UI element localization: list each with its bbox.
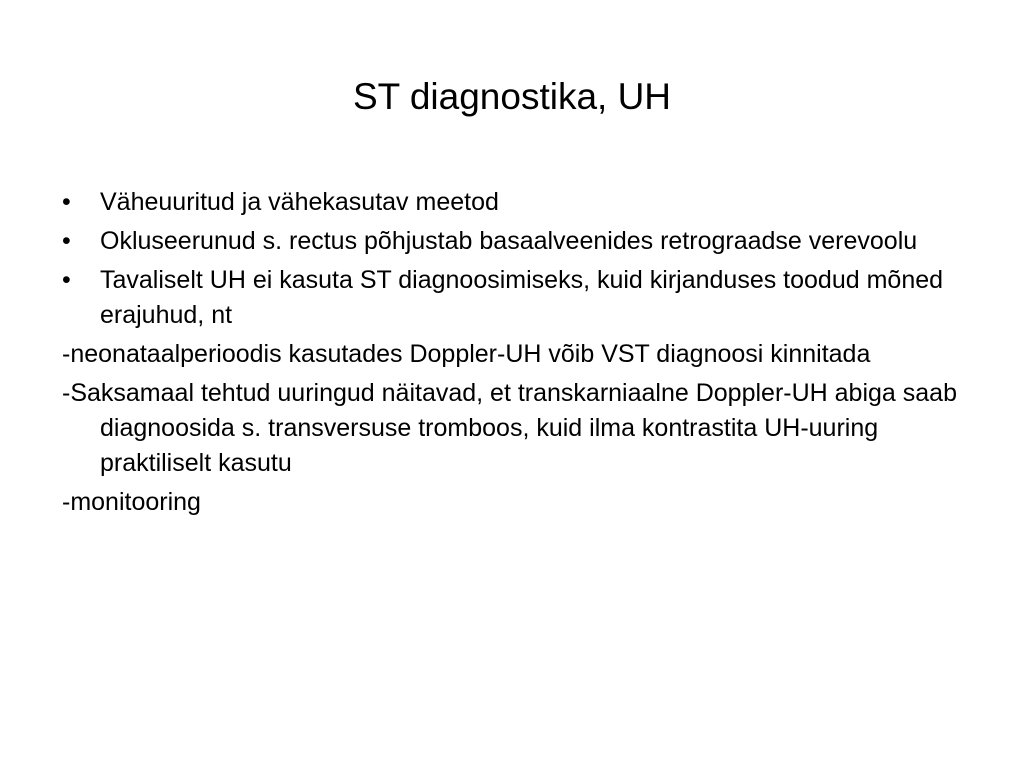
bullet-icon: • [62, 188, 71, 216]
slide-content [62, 185, 962, 524]
bullet-text: Tavaliselt UH ei kasuta ST diagnoosimiseks, kuid kirjanduses toodud mõned erajuhud, nt [100, 266, 944, 329]
bullet-item [62, 224, 962, 259]
bullet-icon: • [62, 266, 71, 294]
bullet-item [62, 185, 962, 220]
bullet-text: Okluseerunud s. rectus põhjustab basaalveenides retrograadse verevoolu [100, 227, 918, 255]
bullet-text: Väheuuritud ja vähekasutav meetod [100, 188, 499, 216]
dash-item: -monitooring [62, 488, 201, 516]
dash-item: -neonataalperioodis kasutades Doppler-UH võib VST diagnoosi kinnitada [62, 340, 871, 368]
bullet-icon: • [62, 227, 71, 255]
dash-item: -Saksamaal tehtud uuringud näitavad, et transkarniaalne Doppler-UH abiga saab diagnoosida s. transversuse tromboos, kuid ilma kontrastita UH-uuring praktiliselt kasutu [62, 379, 957, 477]
bullet-item [62, 263, 962, 333]
slide-title: ST diagnostika, UH [352, 76, 672, 117]
